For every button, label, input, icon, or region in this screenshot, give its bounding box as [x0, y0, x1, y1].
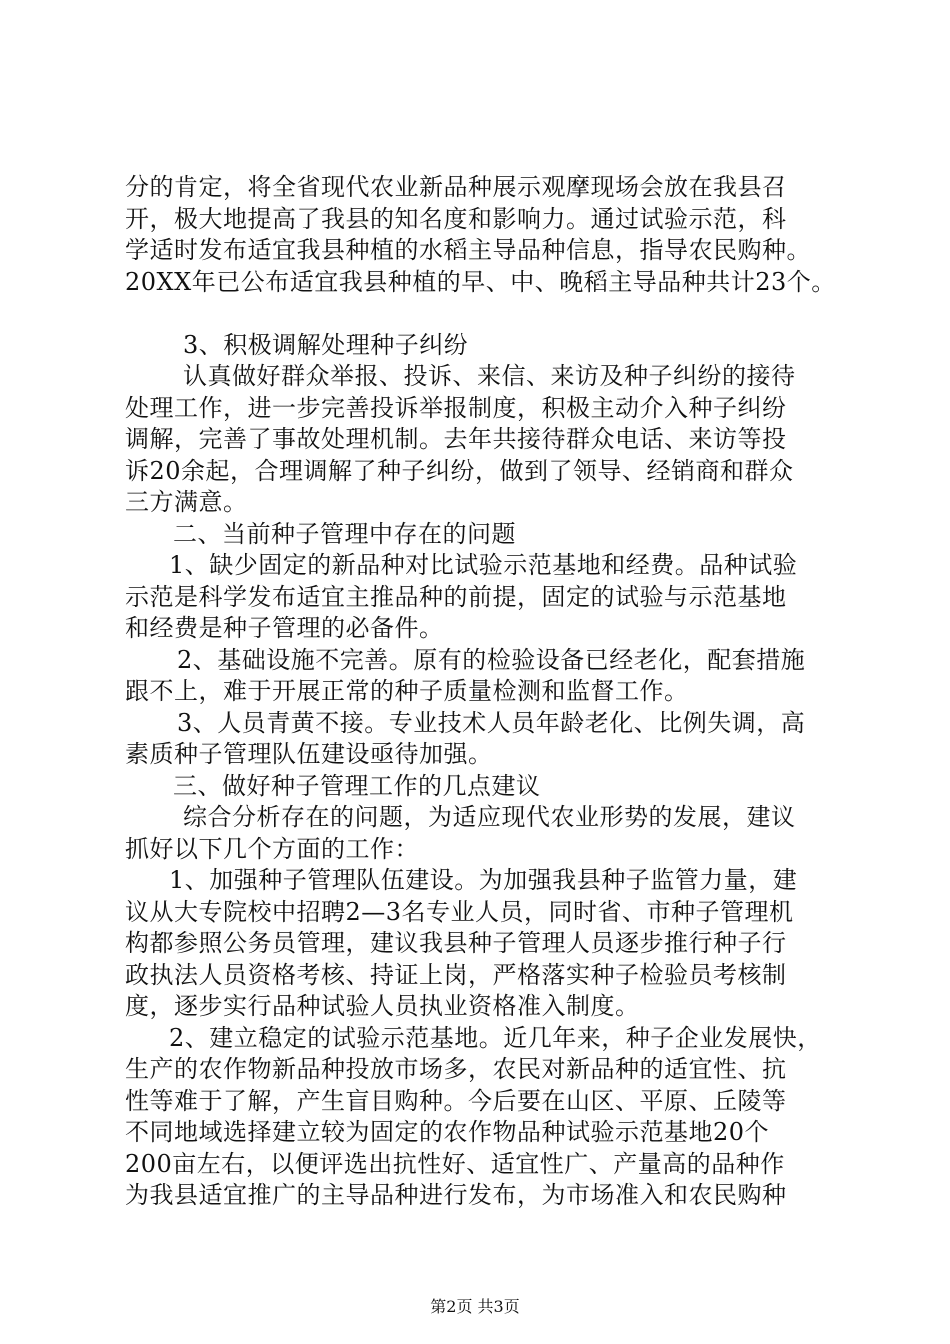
paragraph-start: 3、人员青黄不接。专业技术人员年龄老化、比例失调，高	[177, 708, 806, 737]
section-heading: 二、当前种子管理中存在的问题	[173, 519, 516, 548]
text-line: 构都参照公务员管理，建议我县种子管理人员逐步推行种子行	[125, 929, 787, 957]
text-line: 生产的农作物新品种投放市场多，农民对新品种的适宜性、抗	[125, 1055, 787, 1083]
page-footer: 第2页 共3页	[430, 1297, 520, 1316]
text-line: 度，逐步实行品种试验人员执业资格准入制度。	[125, 992, 640, 1020]
text-line: 200亩左右，以便评选出抗性好、适宜性广、产量高的品种作	[125, 1149, 785, 1178]
text-line: 和经费是种子管理的必备件。	[125, 614, 444, 642]
text-line: 跟不上，难于开展正常的种子质量检测和监督工作。	[125, 677, 689, 705]
section-heading: 三、做好种子管理工作的几点建议	[173, 771, 541, 800]
text-line: 素质种子管理队伍建设亟待加强。	[125, 740, 493, 768]
paragraph-start: 1、缺少固定的新品种对比试验示范基地和经费。品种试验	[169, 551, 798, 579]
paragraph-start: 2、建立稳定的试验示范基地。近几年来，种子企业发展快，	[169, 1023, 822, 1052]
text-line: 20XX年已公布适宜我县种植的早、中、晚稻主导品种共计23个。	[125, 267, 836, 296]
document-body	[125, 172, 837, 1212]
text-line: 政执法人员资格考核、持证上岗，严格落实种子检验员考核制	[125, 960, 787, 989]
paragraph-start: 2、基础设施不完善。原有的检验设备已经老化，配套措施	[177, 645, 806, 674]
text-line: 示范是科学发布适宜主推品种的前提，固定的试验与示范基地	[125, 582, 787, 611]
text-line: 分的肯定，将全省现代农业新品种展示观摩现场会放在我县召	[125, 173, 787, 201]
section-heading: 3、积极调解处理种子纠纷	[183, 330, 469, 359]
text-line: 为我县适宜推广的主导品种进行发布，为市场准入和农民购种	[125, 1181, 787, 1209]
text-line: 学适时发布适宜我县种植的水稻主导品种信息，指导农民购种。	[125, 236, 811, 264]
text-line: 三方满意。	[125, 488, 248, 516]
text-line: 处理工作，进一步完善投诉举报制度，积极主动介入种子纠纷	[125, 393, 787, 422]
text-line: 调解，完善了事故处理机制。去年共接待群众电话、来访等投	[125, 425, 787, 453]
text-line: 议从大专院校中招聘2—3名专业人员，同时省、市种子管理机	[125, 897, 794, 926]
text-line: 开，极大地提高了我县的知名度和影响力。通过试验示范，科	[125, 204, 787, 233]
text-line: 性等难于了解，产生盲目购种。今后要在山区、平原、丘陵等	[125, 1086, 787, 1115]
paragraph-start: 认真做好群众举报、投诉、来信、来访及种子纠纷的接待	[183, 362, 796, 390]
text-line: 抓好以下几个方面的工作：	[125, 834, 419, 863]
text-line: 不同地域选择建立较为固定的农作物品种试验示范基地20个	[125, 1118, 770, 1146]
paragraph-start: 1、加强种子管理队伍建设。为加强我县种子监管力量，建	[169, 866, 798, 894]
blank-line	[125, 298, 837, 330]
paragraph-start: 综合分析存在的问题，为适应现代农业形势的发展，建议	[183, 803, 796, 831]
text-line: 诉20余起，合理调解了种子纠纷，做到了领导、经销商和群众	[125, 456, 794, 485]
